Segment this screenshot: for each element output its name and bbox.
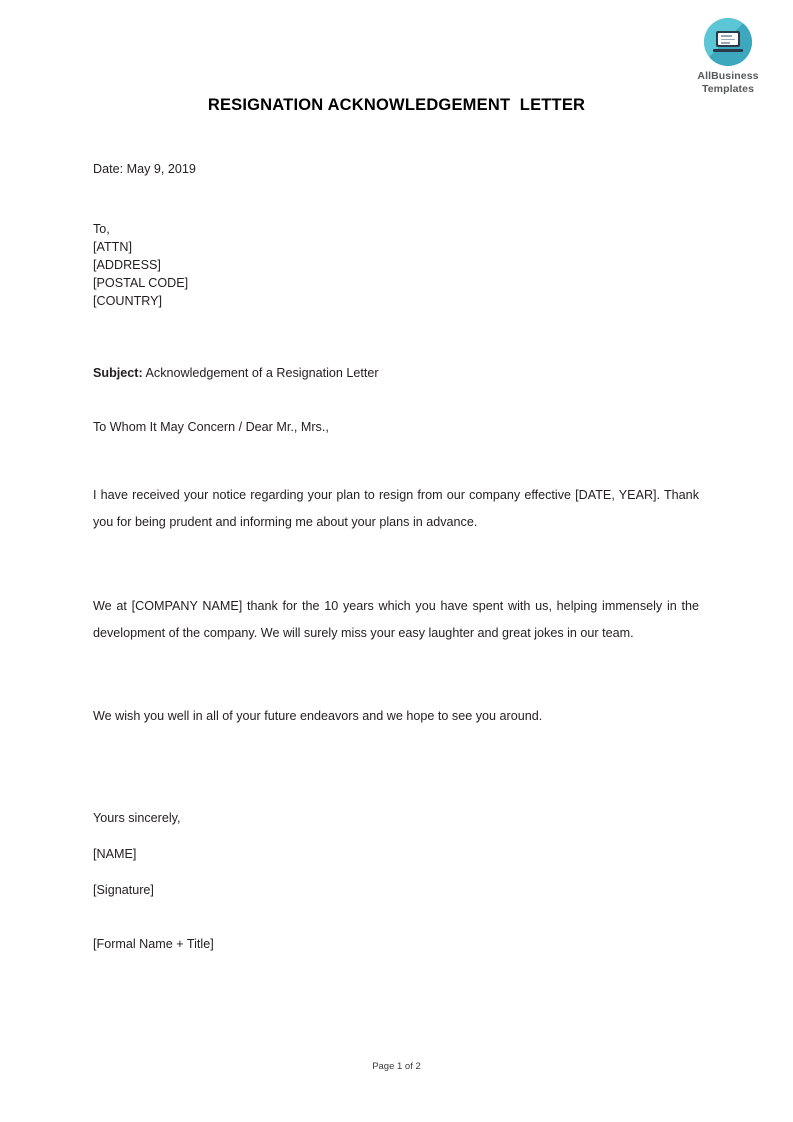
subject-text: Acknowledgement of a Resignation Letter bbox=[145, 366, 379, 380]
recipient-country: [COUNTRY] bbox=[93, 294, 163, 308]
page-footer: Page 1 of 2 bbox=[372, 1061, 421, 1072]
subject-line bbox=[93, 364, 699, 382]
brand-name bbox=[688, 70, 768, 95]
logo-circle bbox=[704, 18, 752, 66]
brand-name-line1: AllBusiness bbox=[697, 70, 759, 82]
body-paragraph-2: We at [COMPANY NAME] thank for the 10 years which you have spent with us, helping immensely in the development of the company. We will surely miss your easy laughter and great jokes in our team. bbox=[93, 599, 699, 640]
laptop-screen-content bbox=[718, 33, 738, 45]
laptop-screen-icon bbox=[716, 31, 740, 47]
laptop-icon bbox=[713, 31, 743, 53]
body-paragraph-1: I have received your notice regarding your plan to resign from our company effective [DATE, YEAR]. Thank you for being prudent and informing me about your plans in advance. bbox=[93, 488, 699, 529]
laptop-base-icon bbox=[713, 49, 743, 52]
brand-name-line2: Templates bbox=[701, 82, 755, 95]
recipient-to: To, bbox=[93, 222, 110, 236]
closing-signature: [Signature] bbox=[93, 883, 154, 897]
brand-logo bbox=[688, 18, 768, 95]
closing-block bbox=[93, 800, 699, 962]
salutation: To Whom It May Concern / Dear Mr., Mrs., bbox=[93, 420, 329, 434]
closing-name: [NAME] bbox=[93, 847, 137, 861]
date-line: Date: May 9, 2019 bbox=[93, 162, 196, 176]
recipient-address: [ADDRESS] bbox=[93, 258, 161, 272]
recipient-postal-code: [POSTAL CODE] bbox=[93, 276, 189, 290]
screen-text-line bbox=[721, 35, 732, 37]
subject-label: Subject: bbox=[93, 366, 143, 380]
recipient-attn: [ATTN] bbox=[93, 240, 132, 254]
recipient-block bbox=[93, 220, 699, 310]
closing-formal-name-title: [Formal Name + Title] bbox=[93, 937, 214, 951]
screen-text-line bbox=[721, 42, 730, 44]
page-title: RESIGNATION ACKNOWLEDGEMENT LETTER bbox=[207, 96, 586, 114]
screen-text-line bbox=[721, 39, 735, 41]
letter-body bbox=[93, 160, 699, 962]
body-paragraph-3: We wish you well in all of your future endeavors and we hope to see you around. bbox=[93, 709, 543, 723]
valediction: Yours sincerely, bbox=[93, 811, 181, 825]
